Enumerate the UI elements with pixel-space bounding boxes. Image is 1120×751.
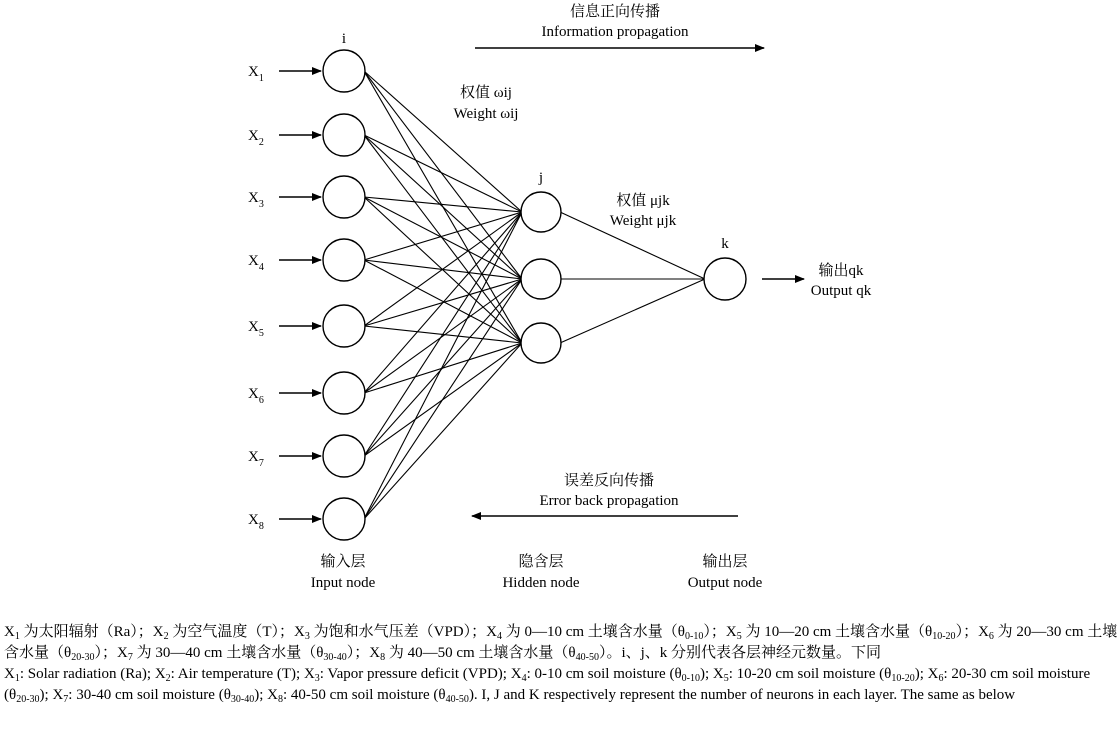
note-var: $X_2$ — [154, 666, 171, 684]
output-layer-caption-en: Output node — [687, 575, 763, 591]
note-x5-zh: 为 10—20 cm 土壤含水量（θ — [745, 624, 933, 640]
edge-input-hidden — [364, 212, 522, 456]
input-node — [323, 239, 365, 281]
note-var: $X_4$ — [510, 666, 527, 684]
note-var: $X_4$ — [486, 624, 502, 642]
note-var: $X_6$ — [927, 666, 944, 684]
note-x8-zh-end: ）。i、j、k 分别代表各层神经元数量。下同 — [598, 645, 882, 661]
note-x2-zh: 为空气温度（T）； — [172, 624, 295, 640]
note-var: $X_6$ — [978, 624, 994, 642]
edge-input-hidden — [364, 135, 522, 212]
weight-jk-label-en: Weight μjk — [609, 213, 677, 229]
note-var: $X_1$ — [4, 666, 20, 684]
note-x4-en-end: ); — [700, 666, 713, 682]
note-x1-en: : Solar radiation (Ra); — [19, 666, 155, 682]
input-node — [323, 498, 365, 540]
note-x8-zh: 为 40—50 cm 土壤含水量（θ — [388, 645, 576, 661]
note-var: $X_5$ — [725, 624, 742, 642]
weight-ij-label-en: Weight ωij — [453, 106, 519, 122]
input-node — [323, 372, 365, 414]
note-x8-en-end: ). I, J and K respectively represent the number of neurons in each layer. The same as below — [468, 687, 1016, 703]
note-x8-en-sub: 40-50 — [445, 694, 469, 705]
network-nodes — [323, 50, 746, 540]
edge-input-hidden — [364, 212, 522, 326]
edge-hidden-output — [560, 279, 705, 343]
note-x6-en: : 20-30 cm soil moisture (θ — [4, 666, 1091, 703]
hidden-layer-caption-zh: 隐含层 — [518, 554, 564, 570]
input-label: $X_8$ — [248, 512, 264, 532]
edge-input-hidden — [364, 279, 522, 519]
note-x7-zh-end: ）； — [346, 645, 370, 661]
note-x3-en: : Vapor pressure deficit (VPD); — [319, 666, 511, 682]
notes-english — [4, 664, 1118, 706]
forward-propagation-label-zh: 信息正向传播 — [569, 4, 661, 20]
output-label-zh: 输出qk — [818, 263, 864, 279]
input-node — [323, 176, 365, 218]
input-label: $X_4$ — [248, 253, 264, 273]
input-node — [323, 305, 365, 347]
note-x4-zh-sub: 0-10 — [685, 631, 704, 642]
hidden-node — [521, 259, 561, 299]
note-x8-zh-sub: 40-50 — [575, 652, 599, 663]
back-propagation-label-en: Error back propagation — [539, 493, 679, 509]
note-var: $X_7$ — [52, 687, 69, 705]
note-x7-en-end: ); — [254, 687, 268, 703]
note-var: $X_7$ — [117, 645, 133, 663]
note-x4-en-sub: 0-10 — [681, 673, 700, 684]
note-x7-zh: 为 30—40 cm 土壤含水量（θ — [136, 645, 324, 661]
figure-notes — [4, 622, 1118, 706]
forward-propagation-label-en: Information propagation — [541, 24, 689, 40]
note-x6-zh-end: ）； — [94, 645, 118, 661]
input-label: $X_1$ — [248, 64, 264, 84]
note-x6-zh-sub: 20-30 — [71, 652, 95, 663]
note-x8-en: : 40-50 cm soil moisture (θ — [283, 687, 446, 703]
back-propagation-label-zh: 误差反向传播 — [563, 473, 655, 489]
edge-input-hidden — [364, 279, 522, 393]
weight-ij-label-zh: 权值 ωij — [460, 85, 512, 101]
input-node — [323, 50, 365, 92]
note-var: $X_5$ — [712, 666, 729, 684]
hidden-layer-letter: j — [538, 170, 544, 186]
hidden-layer-caption-en: Hidden node — [502, 575, 580, 591]
weight-jk-label-zh: 权值 μjk — [616, 193, 670, 209]
edge-input-hidden — [364, 343, 522, 519]
hidden-node — [521, 323, 561, 363]
note-x4-zh: 为 0—10 cm 土壤含水量（θ — [505, 624, 685, 640]
note-var: $X_8$ — [369, 645, 386, 663]
note-x7-zh-sub: 30-40 — [323, 652, 347, 663]
note-var: $X_1$ — [4, 624, 20, 642]
note-x7-en-sub: 30-40 — [230, 694, 255, 705]
note-x4-zh-end: ）； — [703, 624, 726, 640]
note-var: $X_3$ — [294, 624, 310, 642]
input-label: $X_7$ — [248, 449, 264, 469]
note-var: $X_8$ — [267, 687, 283, 705]
input-layer-caption-zh: 输入层 — [320, 554, 366, 570]
input-node — [323, 435, 365, 477]
output-label-en: Output qk — [810, 283, 872, 299]
note-x1-zh: 为太阳辐射（Ra）； — [23, 624, 153, 640]
note-x6-en-end: ); — [39, 687, 53, 703]
input-layer-caption-en: Input node — [310, 575, 376, 591]
input-label: $X_5$ — [248, 319, 264, 339]
edge-input-hidden — [364, 279, 522, 456]
output-layer-letter: k — [721, 236, 729, 252]
input-labels — [248, 64, 264, 532]
note-x5-en: : 10-20 cm soil moisture (θ — [728, 666, 892, 682]
input-layer-letter: i — [341, 31, 347, 47]
note-x5-zh-end: ）； — [955, 624, 979, 640]
note-x5-en-end: ); — [914, 666, 928, 682]
input-arrows — [279, 71, 321, 519]
note-x5-zh-sub: 10-20 — [932, 631, 956, 642]
notes-chinese — [4, 622, 1118, 664]
input-label: $X_6$ — [248, 386, 264, 406]
note-x7-en: : 30-40 cm soil moisture (θ — [68, 687, 231, 703]
note-var: $X_3$ — [303, 666, 320, 684]
input-label: $X_3$ — [248, 190, 264, 210]
input-label: $X_2$ — [248, 128, 264, 148]
note-x5-en-sub: 10-20 — [891, 673, 915, 684]
note-x3-zh: 为饱和水气压差（VPD）； — [313, 624, 487, 640]
output-layer-caption-zh: 输出层 — [702, 554, 748, 570]
note-var: $X_2$ — [152, 624, 169, 642]
note-x4-en: : 0-10 cm soil moisture (θ — [526, 666, 682, 682]
note-x6-en-sub: 20-30 — [16, 694, 40, 705]
input-node — [323, 114, 365, 156]
note-x2-en: : Air temperature (T); — [170, 666, 304, 682]
output-node — [704, 258, 746, 300]
note-x6-zh: 为 20—30 cm 土壤含水量（θ — [4, 624, 1118, 661]
hidden-node — [521, 192, 561, 232]
